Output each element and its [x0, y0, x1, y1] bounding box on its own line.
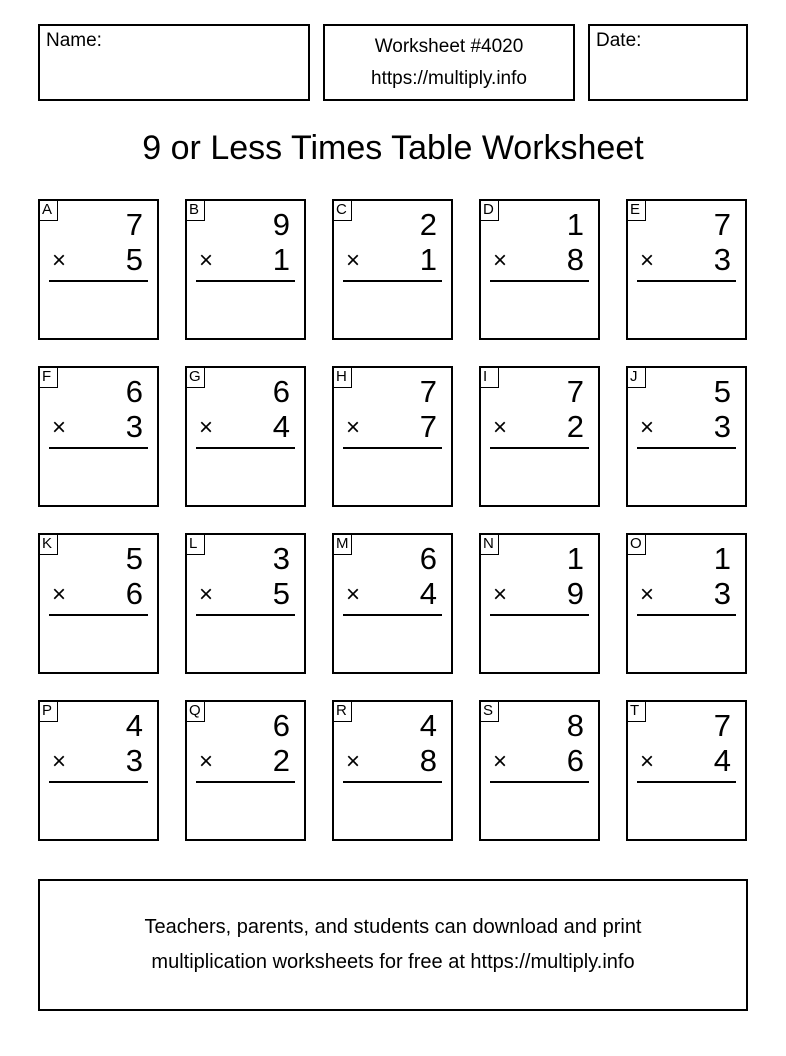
multiplier: 6 [125, 576, 143, 611]
times-sign: × [346, 581, 361, 608]
multiplicand: 6 [272, 374, 290, 409]
date-label: Date: [596, 30, 642, 51]
times-sign: × [346, 748, 361, 775]
problem-letter: K [38, 533, 58, 555]
multiplicand: 7 [419, 374, 437, 409]
name-label: Name: [46, 30, 102, 51]
answer-line [49, 614, 148, 616]
problem-card [38, 199, 159, 340]
answer-line [637, 781, 736, 783]
multiplicand: 5 [713, 374, 731, 409]
problem-card [38, 533, 159, 674]
problem-letter: S [479, 700, 499, 722]
worksheet-info-box [323, 24, 575, 101]
multiplicand: 8 [566, 708, 584, 743]
problem-card [626, 199, 747, 340]
multiplier: 2 [272, 743, 290, 778]
footer-line-1: Teachers, parents, and students can download and print [144, 916, 642, 938]
times-sign: × [640, 748, 655, 775]
multiplicand: 1 [566, 541, 584, 576]
problem-card [626, 533, 747, 674]
multiplier: 8 [419, 743, 437, 778]
problem-card [479, 366, 600, 507]
multiplier: 1 [419, 242, 437, 277]
times-sign: × [52, 414, 67, 441]
problem-letter: T [626, 700, 646, 722]
multiplicand: 7 [125, 207, 143, 242]
times-sign: × [493, 247, 508, 274]
problem-letter: C [332, 199, 352, 221]
multiplier: 3 [125, 743, 143, 778]
multiplier: 9 [566, 576, 584, 611]
footer-box [38, 879, 748, 1011]
multiplier: 5 [272, 576, 290, 611]
problem-card [185, 700, 306, 841]
problem-letter: N [479, 533, 499, 555]
multiplicand: 7 [713, 708, 731, 743]
problem-letter: L [185, 533, 205, 555]
multiplier: 4 [272, 409, 290, 444]
problem-card [332, 700, 453, 841]
multiplicand: 3 [272, 541, 290, 576]
problem-card [38, 366, 159, 507]
times-sign: × [199, 247, 214, 274]
multiplier: 5 [125, 242, 143, 277]
times-sign: × [493, 581, 508, 608]
multiplier: 1 [272, 242, 290, 277]
multiplicand: 7 [713, 207, 731, 242]
problem-card [332, 533, 453, 674]
answer-line [196, 781, 295, 783]
problem-letter: A [38, 199, 58, 221]
problem-card [185, 199, 306, 340]
times-sign: × [493, 748, 508, 775]
multiplicand: 6 [419, 541, 437, 576]
problem-card [626, 366, 747, 507]
problem-letter: B [185, 199, 205, 221]
answer-line [637, 280, 736, 282]
answer-line [490, 280, 589, 282]
multiplicand: 1 [713, 541, 731, 576]
multiplier: 4 [419, 576, 437, 611]
problem-letter: G [185, 366, 205, 388]
problem-card [185, 533, 306, 674]
problem-card [332, 366, 453, 507]
answer-line [49, 280, 148, 282]
times-sign: × [199, 414, 214, 441]
problem-letter: M [332, 533, 352, 555]
problem-card [479, 700, 600, 841]
answer-line [196, 447, 295, 449]
answer-line [637, 614, 736, 616]
multiplicand: 6 [272, 708, 290, 743]
answer-line [490, 614, 589, 616]
answer-line [49, 447, 148, 449]
times-sign: × [346, 247, 361, 274]
answer-line [343, 781, 442, 783]
multiplier: 6 [566, 743, 584, 778]
times-sign: × [52, 247, 67, 274]
times-sign: × [52, 581, 67, 608]
times-sign: × [199, 748, 214, 775]
times-sign: × [640, 247, 655, 274]
answer-line [196, 280, 295, 282]
multiplicand: 9 [272, 207, 290, 242]
answer-line [637, 447, 736, 449]
times-sign: × [640, 414, 655, 441]
worksheet-url: https://multiply.info [371, 68, 527, 89]
answer-line [343, 614, 442, 616]
worksheet-number: Worksheet #4020 [374, 36, 524, 57]
multiplier: 2 [566, 409, 584, 444]
problem-card [38, 700, 159, 841]
problem-letter: D [479, 199, 499, 221]
date-field[interactable] [588, 24, 748, 101]
multiplicand: 6 [125, 374, 143, 409]
multiplier: 3 [713, 242, 731, 277]
multiplier: 8 [566, 242, 584, 277]
problem-letter: H [332, 366, 352, 388]
answer-line [343, 280, 442, 282]
problem-letter: I [479, 366, 499, 388]
problem-card [185, 366, 306, 507]
problem-letter: E [626, 199, 646, 221]
name-field[interactable] [38, 24, 310, 101]
problem-card [479, 533, 600, 674]
multiplier: 4 [713, 743, 731, 778]
multiplicand: 4 [419, 708, 437, 743]
answer-line [196, 614, 295, 616]
times-sign: × [640, 581, 655, 608]
multiplicand: 5 [125, 541, 143, 576]
multiplier: 7 [419, 409, 437, 444]
answer-line [490, 781, 589, 783]
problem-letter: Q [185, 700, 205, 722]
problem-letter: O [626, 533, 646, 555]
times-sign: × [493, 414, 508, 441]
times-sign: × [199, 581, 214, 608]
problem-letter: R [332, 700, 352, 722]
times-sign: × [346, 414, 361, 441]
multiplicand: 4 [125, 708, 143, 743]
problem-card [626, 700, 747, 841]
problem-letter: P [38, 700, 58, 722]
times-sign: × [52, 748, 67, 775]
multiplicand: 2 [419, 207, 437, 242]
multiplier: 3 [713, 409, 731, 444]
page-title: 9 or Less Times Table Worksheet [142, 129, 644, 167]
multiplier: 3 [713, 576, 731, 611]
answer-line [49, 781, 148, 783]
answer-line [343, 447, 442, 449]
problem-letter: J [626, 366, 646, 388]
multiplier: 3 [125, 409, 143, 444]
problem-card [332, 199, 453, 340]
footer-line-2: multiplication worksheets for free at https://multiply.info [151, 951, 635, 973]
multiplicand: 1 [566, 207, 584, 242]
problem-letter: F [38, 366, 58, 388]
problem-card [479, 199, 600, 340]
answer-line [490, 447, 589, 449]
multiplicand: 7 [566, 374, 584, 409]
